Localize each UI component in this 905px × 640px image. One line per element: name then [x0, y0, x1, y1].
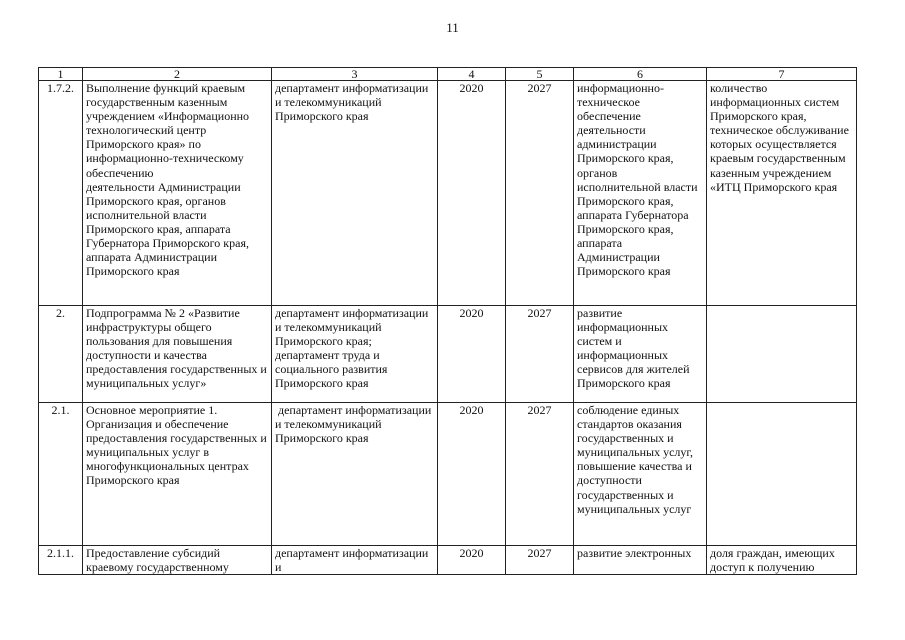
- expected-result: информационно-техническое обеспечение деятельности администрации Приморского края, органов исполнительной власти Приморского края, аппарата Губернатора Приморского края, аппарата Администрации Приморского края: [574, 81, 707, 306]
- column-header-3: 3: [272, 68, 438, 81]
- column-numbers-row: [39, 68, 857, 81]
- executor: департамент информатизации и: [272, 546, 438, 575]
- expected-result: развитие электронных: [574, 546, 707, 575]
- table-row: [39, 546, 857, 575]
- column-header-6: 6: [574, 68, 707, 81]
- indicator: доля граждан, имеющих доступ к получению: [707, 546, 857, 575]
- end-year: 2027: [506, 546, 574, 575]
- column-header-1: 1: [39, 68, 83, 81]
- column-header-2: 2: [83, 68, 272, 81]
- measure-name: Выполнение функций краевым государственным казенным учреждением «Информационно технологический центр Приморского края» по информационно-техническому обеспечению деятельности Администрации Приморского края, органов исполнительной власти Приморского края, аппарата Губернатора Приморского края, аппарата Администрации Приморского края: [83, 81, 272, 306]
- end-year: 2027: [506, 403, 574, 546]
- program-measures-table: [38, 67, 857, 575]
- start-year: 2020: [438, 306, 506, 403]
- indicator: [707, 306, 857, 403]
- table-row: [39, 306, 857, 403]
- expected-result: соблюдение единых стандартов оказания государственных и муниципальных услуг, повышение качества и доступности государственных и муниципальных услуг: [574, 403, 707, 546]
- row-number: 2.1.: [39, 403, 83, 546]
- start-year: 2020: [438, 81, 506, 306]
- expected-result: развитие информационных систем и информационных сервисов для жителей Приморского края: [574, 306, 707, 403]
- start-year: 2020: [438, 403, 506, 546]
- measure-name: Основное мероприятие 1. Организация и обеспечение предоставления государственных и муниципальных услуг в многофункциональных центрах Приморского края: [83, 403, 272, 546]
- column-header-7: 7: [707, 68, 857, 81]
- column-header-4: 4: [438, 68, 506, 81]
- indicator: [707, 403, 857, 546]
- row-number: 1.7.2.: [39, 81, 83, 306]
- page-number: 11: [446, 20, 459, 35]
- table-row: [39, 81, 857, 306]
- executor: департамент информатизации и телекоммуникаций Приморского края; департамент труда и социального развития Приморского края: [272, 306, 438, 403]
- end-year: 2027: [506, 81, 574, 306]
- column-header-5: 5: [506, 68, 574, 81]
- end-year: 2027: [506, 306, 574, 403]
- measure-name: Подпрограмма № 2 «Развитие инфраструктуры общего пользования для повышения доступности и качества предоставления государственных и муниципальных услуг»: [83, 306, 272, 403]
- executor: департамент информатизации и телекоммуникаций Приморского края: [272, 81, 438, 306]
- start-year: 2020: [438, 546, 506, 575]
- row-number: 2.: [39, 306, 83, 403]
- measure-name: Предоставление субсидий краевому государственному: [83, 546, 272, 575]
- table-row: [39, 403, 857, 546]
- indicator: количество информационных систем Приморского края, техническое обслуживание которых осуществляется краевым государственным казенным учреждением «ИТЦ Приморского края: [707, 81, 857, 306]
- executor: департамент информатизации и телекоммуникаций Приморского края: [272, 403, 438, 546]
- row-number: 2.1.1.: [39, 546, 83, 575]
